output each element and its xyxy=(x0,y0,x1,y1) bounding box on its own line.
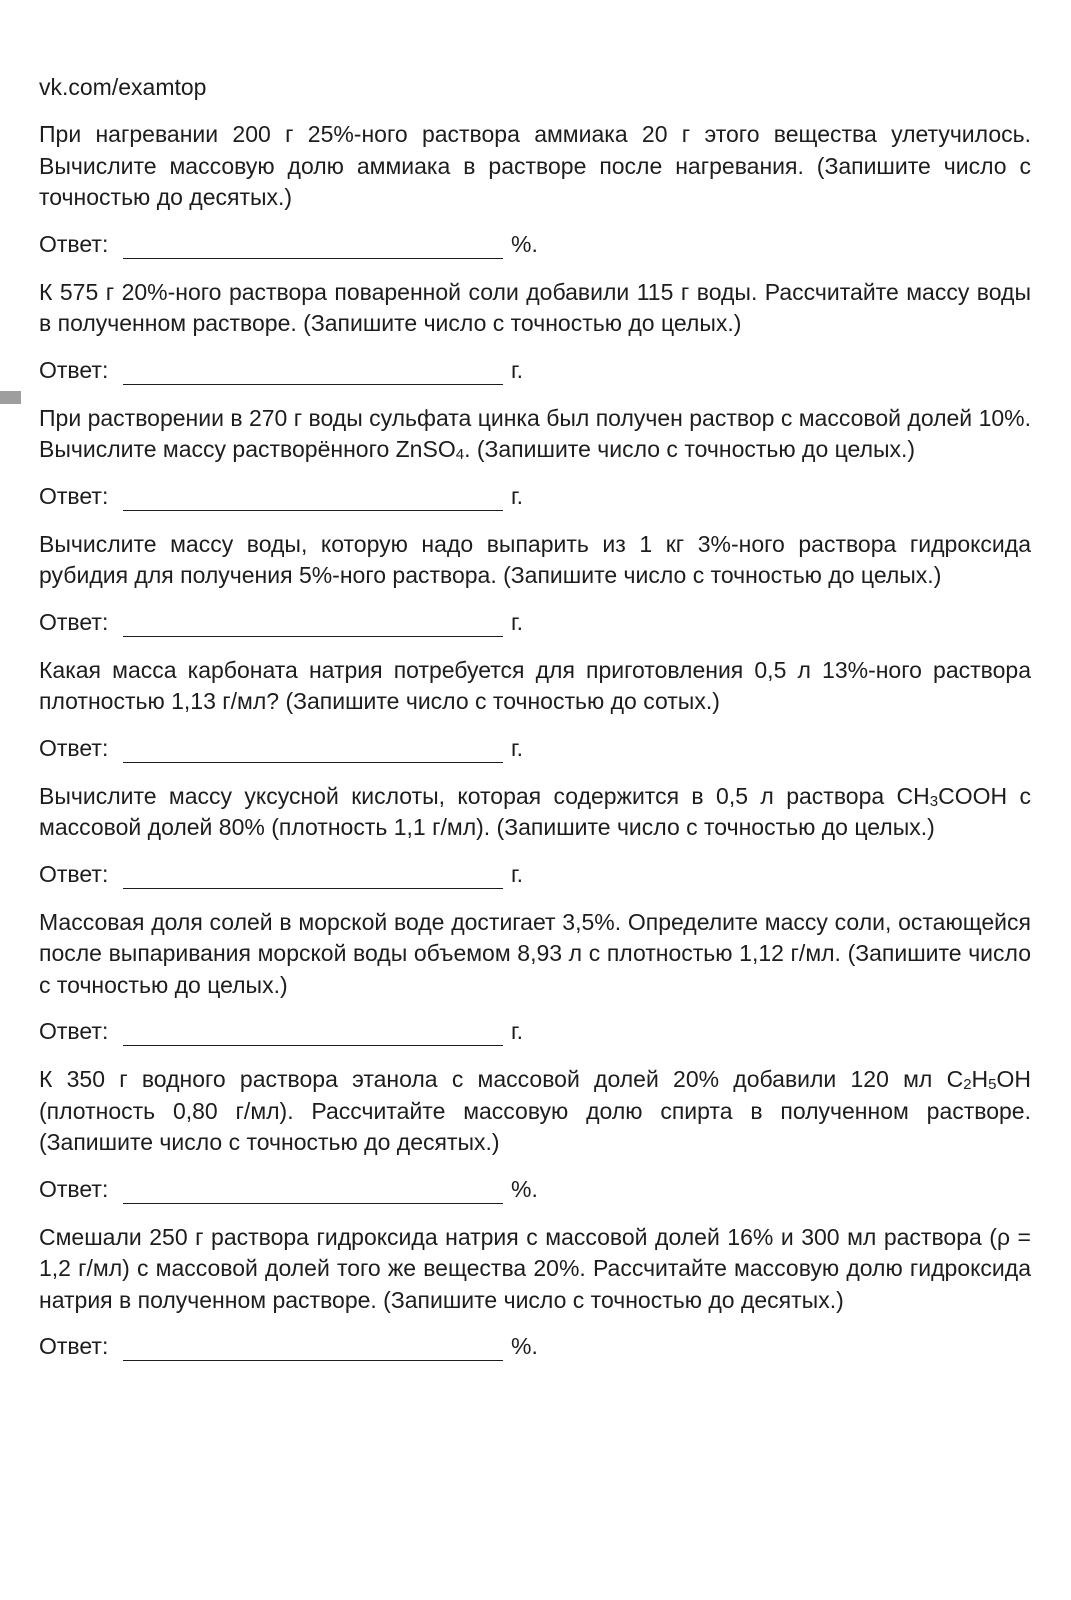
subscript: 3 xyxy=(929,792,939,810)
task-7 xyxy=(39,907,1031,1047)
worksheet-page xyxy=(39,72,1031,1379)
answer-label: Ответ: xyxy=(39,1018,109,1044)
answer-field[interactable] xyxy=(123,1179,503,1204)
task-2 xyxy=(39,277,1031,385)
answer-field[interactable] xyxy=(123,864,503,889)
task-1-text: При нагревании 200 г 25%-ного раствора аммиака 20 г этого вещества улетучилось. Вычислите массовую долю аммиака в растворе после нагревания. (Запишите число с точностью до десятых.) xyxy=(39,121,1031,210)
task-8 xyxy=(39,1064,1031,1204)
answer-field[interactable] xyxy=(123,486,503,511)
task-4-text: Вычислите массу воды, которую надо выпарить из 1 кг 3%-ного раствора гидроксида рубидия для получения 5%-ного раствора. (Запишите число с точностью до целых.) xyxy=(39,530,1031,588)
source-link[interactable]: vk.com/examtop xyxy=(39,74,207,100)
task-3-answer xyxy=(39,481,1031,511)
answer-label: Ответ: xyxy=(39,1333,109,1359)
answer-label: Ответ: xyxy=(39,1175,109,1202)
task-5-answer xyxy=(39,733,1031,763)
answer-unit: %. xyxy=(511,1333,538,1359)
task-1-answer xyxy=(39,229,1031,259)
answer-label: Ответ: xyxy=(39,230,109,257)
task-5-text: Какая масса карбоната натрия потребуется для приготовления 0,5 л 13%-ного раствора плотностью 1,13 г/мл? (Запишите число с точностью до сотых.) xyxy=(39,656,1031,714)
answer-field[interactable] xyxy=(123,612,503,637)
answer-unit: г. xyxy=(511,356,523,383)
task-9-answer xyxy=(39,1331,1031,1361)
task-7-text: Массовая доля солей в морской воде достигает 3,5%. Определите массу соли, остающейся после выпаривания морской воды объемом 8,93 л с плотностью 1,12 г/мл. (Запишите число с точностью до целых.) xyxy=(39,908,1031,998)
task-4-answer xyxy=(39,607,1031,637)
task-9 xyxy=(39,1222,1031,1362)
answer-field[interactable] xyxy=(123,1021,503,1046)
task-2-text: К 575 г 20%-ного раствора поваренной соли добавили 115 г воды. Рассчитайте массу воды в полученном растворе. (Запишите число с точностью до целых.) xyxy=(39,278,1031,336)
subscript: 5 xyxy=(988,1076,997,1093)
task-4 xyxy=(39,529,1031,637)
answer-field[interactable] xyxy=(123,1336,503,1361)
subscript: 2 xyxy=(963,1076,972,1093)
answer-field[interactable] xyxy=(123,738,503,763)
task-9-text: Смешали 250 г раствора гидроксида натрия с массовой долей 16% и 300 мл раствора (ρ = 1,2 г/мл) с массовой долей того же вещества 20%. Рассчитайте массовую долю гидроксида натрия в полученном растворе. (Запишите число с точностью до десятых.) xyxy=(39,1223,1031,1313)
task-5 xyxy=(39,655,1031,763)
answer-field[interactable] xyxy=(123,234,503,259)
answer-label: Ответ: xyxy=(39,860,109,887)
answer-unit: г. xyxy=(511,734,523,761)
answer-unit: %. xyxy=(511,230,538,257)
page-edge-mark xyxy=(0,391,21,404)
answer-label: Ответ: xyxy=(39,608,109,635)
answer-field[interactable] xyxy=(123,360,503,385)
task-7-answer xyxy=(39,1016,1031,1046)
task-6 xyxy=(39,781,1031,889)
task-6-text: Вычислите массу уксусной кислоты, которая содержится в 0,5 л раствора CH3COOH с массовой долей 80% (плотность 1,1 г/мл). (Запишите число с точностью до целых.) xyxy=(39,782,1031,840)
answer-label: Ответ: xyxy=(39,734,109,761)
answer-unit: г. xyxy=(511,608,523,635)
task-8-answer xyxy=(39,1174,1031,1204)
answer-label: Ответ: xyxy=(39,356,109,383)
answer-unit: г. xyxy=(511,482,523,509)
task-1 xyxy=(39,119,1031,259)
answer-unit: г. xyxy=(511,1018,523,1044)
answer-unit: %. xyxy=(511,1175,538,1202)
task-2-answer xyxy=(39,355,1031,385)
task-3 xyxy=(39,403,1031,511)
task-6-answer xyxy=(39,859,1031,889)
task-3-text: При растворении в 270 г воды сульфата цинка был получен раствор с массовой долей 10%. Вычислите массу растворённого ZnSO4. (Запишите число с точностью до целых.) xyxy=(39,404,1031,463)
answer-label: Ответ: xyxy=(39,482,109,509)
task-8-text: К 350 г водного раствора этанола с массовой долей 20% добавили 120 мл C2H5OH (плотность 0,80 г/мл). Рассчитайте массовую долю спирта в полученном растворе. (Запишите число с точностью до десятых.) xyxy=(39,1066,1031,1155)
answer-unit: г. xyxy=(511,860,523,887)
subscript: 4 xyxy=(455,446,465,463)
